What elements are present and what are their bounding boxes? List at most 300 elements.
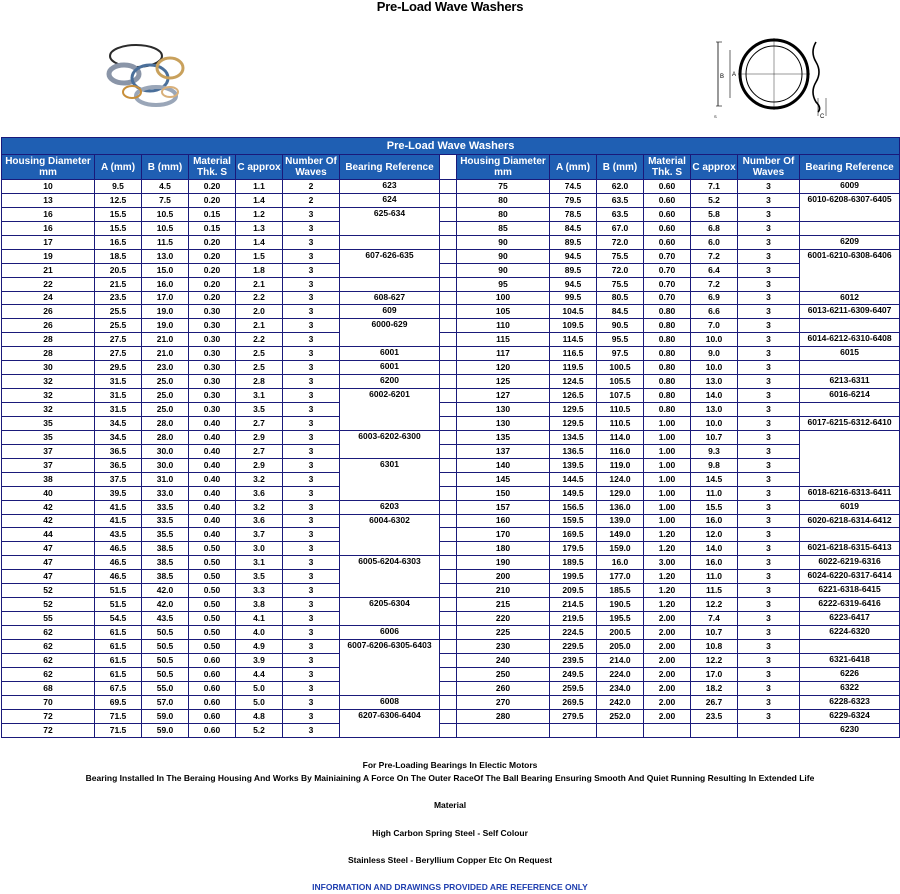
- left-cell: 2.2: [236, 333, 283, 347]
- column-separator: [440, 472, 457, 486]
- right-cell: 157: [457, 500, 550, 514]
- right-cell: 7.4: [691, 612, 738, 626]
- left-cell: 32: [2, 403, 95, 417]
- table-row: [2, 375, 900, 389]
- right-cell: 3: [738, 570, 800, 584]
- right-cell: 180: [457, 542, 550, 556]
- left-cell: 29.5: [95, 361, 142, 375]
- left-cell: 3: [283, 514, 340, 528]
- right-cell: 10.7: [691, 626, 738, 640]
- right-cell: 3: [738, 361, 800, 375]
- column-separator: [440, 347, 457, 361]
- left-cell: 0.50: [189, 639, 236, 653]
- left-cell: 46.5: [95, 570, 142, 584]
- right-bearing-ref: 6016-6214: [800, 389, 900, 403]
- right-cell: 3: [738, 249, 800, 263]
- left-cell: 2.9: [236, 458, 283, 472]
- table-row: [2, 472, 900, 486]
- left-cell: 16: [2, 221, 95, 235]
- right-cell: 3: [738, 584, 800, 598]
- left-cell: 52: [2, 598, 95, 612]
- right-cell: 75.5: [597, 249, 644, 263]
- column-separator: [440, 570, 457, 584]
- left-cell: 28: [2, 347, 95, 361]
- left-cell: 3: [283, 416, 340, 430]
- right-bearing-ref: 6209: [800, 235, 900, 249]
- right-cell: 3: [738, 444, 800, 458]
- right-cell: 1.20: [644, 598, 691, 612]
- left-cell: 0.40: [189, 472, 236, 486]
- right-cell: 15.5: [691, 500, 738, 514]
- left-bearing-ref: 6001: [340, 347, 440, 361]
- right-cell: 6.8: [691, 221, 738, 235]
- right-cell: 12.0: [691, 528, 738, 542]
- right-bearing-ref: 6012: [800, 291, 900, 305]
- table-row: [2, 444, 900, 458]
- right-cell: 149.0: [597, 528, 644, 542]
- right-cell: 9.3: [691, 444, 738, 458]
- column-separator: [440, 542, 457, 556]
- left-cell: 0.40: [189, 416, 236, 430]
- right-bearing-ref: 6009: [800, 180, 900, 194]
- left-cell: 0.20: [189, 291, 236, 305]
- left-cell: 0.40: [189, 444, 236, 458]
- right-cell: 179.5: [550, 542, 597, 556]
- left-cell: 40: [2, 486, 95, 500]
- left-cell: 2.8: [236, 375, 283, 389]
- left-cell: 15.5: [95, 221, 142, 235]
- right-cell: 10.0: [691, 416, 738, 430]
- left-cell: 0.30: [189, 305, 236, 319]
- right-cell: 124.5: [550, 375, 597, 389]
- right-cell: 1.20: [644, 570, 691, 584]
- left-cell: 71.5: [95, 723, 142, 737]
- right-cell: 0.80: [644, 403, 691, 417]
- right-cell: 72.0: [597, 263, 644, 277]
- left-cell: 4.5: [142, 180, 189, 194]
- column-separator: [440, 235, 457, 249]
- note-material-2: Stainless Steel - Beryllium Copper Etc On Request: [347, 855, 553, 865]
- column-separator: [440, 221, 457, 235]
- left-cell: 38.5: [142, 556, 189, 570]
- table-row: [2, 570, 900, 584]
- table-row: [2, 305, 900, 319]
- column-separator: [440, 626, 457, 640]
- left-cell: 30.0: [142, 444, 189, 458]
- right-cell: 5.2: [691, 193, 738, 207]
- right-bearing-ref: 6017-6215-6312-6410: [800, 416, 900, 430]
- right-cell: 229.5: [550, 639, 597, 653]
- right-cell: 3: [738, 291, 800, 305]
- right-cell: 3: [738, 263, 800, 277]
- right-cell: 0.60: [644, 180, 691, 194]
- left-cell: 10: [2, 180, 95, 194]
- right-cell: 145: [457, 472, 550, 486]
- left-cell: 16.5: [95, 235, 142, 249]
- left-cell: 50.5: [142, 667, 189, 681]
- right-cell: 2.00: [644, 681, 691, 695]
- right-cell-empty: [644, 723, 691, 737]
- right-cell: 90: [457, 235, 550, 249]
- right-cell: 16.0: [691, 556, 738, 570]
- left-cell: 0.50: [189, 626, 236, 640]
- right-bearing-ref: 6224-6320: [800, 626, 900, 640]
- left-cell: 13: [2, 193, 95, 207]
- column-separator: [440, 514, 457, 528]
- right-cell: 11.0: [691, 570, 738, 584]
- left-cell: 28.0: [142, 416, 189, 430]
- right-cell: 144.5: [550, 472, 597, 486]
- left-cell: 4.9: [236, 639, 283, 653]
- table-row: [2, 333, 900, 347]
- table-caption: Pre-Load Wave Washers: [2, 138, 900, 155]
- right-cell: 3: [738, 542, 800, 556]
- left-cell: 1.5: [236, 249, 283, 263]
- header-left-6: Bearing Reference: [340, 155, 440, 180]
- left-cell: 3.2: [236, 500, 283, 514]
- left-cell: 46.5: [95, 542, 142, 556]
- left-cell: 3: [283, 528, 340, 542]
- right-cell: 242.0: [597, 695, 644, 709]
- left-cell: 62: [2, 667, 95, 681]
- left-bearing-ref: 6301: [340, 458, 440, 500]
- left-cell: 0.30: [189, 375, 236, 389]
- table-row: [2, 556, 900, 570]
- left-cell: 3: [283, 444, 340, 458]
- right-cell: 3: [738, 389, 800, 403]
- right-cell: 10.0: [691, 361, 738, 375]
- left-cell: 70: [2, 695, 95, 709]
- left-cell: 3.9: [236, 653, 283, 667]
- right-cell: 95.5: [597, 333, 644, 347]
- right-bearing-ref: 6229-6324: [800, 709, 900, 723]
- left-cell: 1.1: [236, 180, 283, 194]
- right-cell: 160: [457, 514, 550, 528]
- table-row: [2, 416, 900, 430]
- right-cell: 14.0: [691, 389, 738, 403]
- left-cell: 46.5: [95, 556, 142, 570]
- left-cell: 13.0: [142, 249, 189, 263]
- right-cell: 159.0: [597, 542, 644, 556]
- left-cell: 28.0: [142, 430, 189, 444]
- right-cell: 0.60: [644, 207, 691, 221]
- right-cell: 224.0: [597, 667, 644, 681]
- left-cell: 3.7: [236, 528, 283, 542]
- right-bearing-ref: 6010-6208-6307-6405: [800, 193, 900, 221]
- right-cell: 1.00: [644, 486, 691, 500]
- left-cell: 0.60: [189, 695, 236, 709]
- left-cell: 0.50: [189, 598, 236, 612]
- left-cell: 21.5: [95, 277, 142, 291]
- note-disclaimer: INFORMATION AND DRAWINGS PROVIDED ARE REFERENCE ONLY: [312, 882, 588, 892]
- left-cell: 23.5: [95, 291, 142, 305]
- left-cell: 25.5: [95, 319, 142, 333]
- column-separator: [440, 556, 457, 570]
- left-cell: 3: [283, 458, 340, 472]
- right-cell-empty: [738, 723, 800, 737]
- left-cell: 17: [2, 235, 95, 249]
- right-cell: 14.0: [691, 542, 738, 556]
- right-bearing-ref: 6223-6417: [800, 612, 900, 626]
- left-cell: 3: [283, 570, 340, 584]
- left-bearing-ref: 607-626-635: [340, 249, 440, 277]
- right-cell: 169.5: [550, 528, 597, 542]
- right-cell: 3: [738, 626, 800, 640]
- right-cell: 3: [738, 430, 800, 444]
- right-cell: 1.20: [644, 584, 691, 598]
- table-row: [2, 389, 900, 403]
- left-cell: 3: [283, 472, 340, 486]
- column-separator: [440, 584, 457, 598]
- right-bearing-ref: 6018-6216-6313-6411: [800, 486, 900, 500]
- left-cell: 3: [283, 639, 340, 653]
- right-cell: 16.0: [597, 556, 644, 570]
- right-cell: 3: [738, 639, 800, 653]
- right-cell-empty: [691, 723, 738, 737]
- left-cell: 50.5: [142, 653, 189, 667]
- left-cell: 0.40: [189, 514, 236, 528]
- right-cell: 3: [738, 472, 800, 486]
- table-row: [2, 514, 900, 528]
- left-cell: 32: [2, 375, 95, 389]
- left-cell: 0.60: [189, 681, 236, 695]
- header-right-6: Bearing Reference: [800, 155, 900, 180]
- header-right-2: B (mm): [597, 155, 644, 180]
- left-cell: 12.5: [95, 193, 142, 207]
- right-cell: 0.60: [644, 235, 691, 249]
- left-cell: 27.5: [95, 347, 142, 361]
- right-cell: 195.5: [597, 612, 644, 626]
- left-cell: 19.0: [142, 305, 189, 319]
- table-row: [2, 723, 900, 737]
- left-cell: 50.5: [142, 639, 189, 653]
- right-cell: 72.0: [597, 235, 644, 249]
- table-row: [2, 653, 900, 667]
- right-bearing-ref: 6222-6319-6416: [800, 598, 900, 612]
- column-separator: [440, 249, 457, 263]
- left-bearing-ref: 6000-629: [340, 319, 440, 347]
- right-bearing-ref: [800, 639, 900, 653]
- right-cell: 1.00: [644, 472, 691, 486]
- right-cell: 3: [738, 681, 800, 695]
- right-cell: 224.5: [550, 626, 597, 640]
- page-title: Pre-Load Wave Washers: [376, 0, 524, 14]
- column-separator: [440, 403, 457, 417]
- left-cell: 3: [283, 235, 340, 249]
- table-row: [2, 430, 900, 444]
- right-cell: 107.5: [597, 389, 644, 403]
- left-cell: 62: [2, 653, 95, 667]
- left-cell: 71.5: [95, 709, 142, 723]
- left-cell: 35: [2, 416, 95, 430]
- left-cell: 3.6: [236, 486, 283, 500]
- left-cell: 0.60: [189, 667, 236, 681]
- left-cell: 3: [283, 277, 340, 291]
- left-cell: 47: [2, 556, 95, 570]
- left-cell: 5.0: [236, 681, 283, 695]
- left-cell: 38.5: [142, 542, 189, 556]
- right-bearing-ref: [800, 221, 900, 235]
- left-cell: 24: [2, 291, 95, 305]
- header-right-0: Housing Diameter mm: [457, 155, 550, 180]
- right-bearing-ref: [800, 403, 900, 417]
- right-cell: 12.2: [691, 598, 738, 612]
- left-bearing-ref: 6001: [340, 361, 440, 375]
- right-cell: 9.0: [691, 347, 738, 361]
- table-row: [2, 528, 900, 542]
- left-bearing-ref: 625-634: [340, 207, 440, 235]
- left-cell: 3: [283, 263, 340, 277]
- table-row: [2, 361, 900, 375]
- right-cell: 240: [457, 653, 550, 667]
- left-cell: 3.0: [236, 542, 283, 556]
- right-cell: 110.5: [597, 403, 644, 417]
- left-cell: 0.15: [189, 221, 236, 235]
- right-cell: 6.4: [691, 263, 738, 277]
- column-separator: [440, 319, 457, 333]
- right-cell: 80: [457, 207, 550, 221]
- left-cell: 3.1: [236, 389, 283, 403]
- column-separator: [440, 430, 457, 444]
- right-bearing-ref: [800, 430, 900, 486]
- right-cell: 10.0: [691, 333, 738, 347]
- right-cell: 79.5: [550, 193, 597, 207]
- left-bearing-ref: 609: [340, 305, 440, 319]
- right-cell: 84.5: [597, 305, 644, 319]
- left-cell: 54.5: [95, 612, 142, 626]
- left-bearing-ref: 6200: [340, 375, 440, 389]
- right-cell: 1.20: [644, 542, 691, 556]
- right-cell: 3: [738, 207, 800, 221]
- right-cell: 269.5: [550, 695, 597, 709]
- right-cell: 0.80: [644, 375, 691, 389]
- left-cell: 61.5: [95, 626, 142, 640]
- right-cell: 2.00: [644, 695, 691, 709]
- left-cell: 16: [2, 207, 95, 221]
- right-cell: 150: [457, 486, 550, 500]
- right-cell: 156.5: [550, 500, 597, 514]
- left-cell: 59.0: [142, 709, 189, 723]
- left-cell: 25.0: [142, 403, 189, 417]
- left-cell: 2.9: [236, 430, 283, 444]
- left-cell: 42.0: [142, 584, 189, 598]
- table-row: [2, 500, 900, 514]
- left-cell: 0.50: [189, 584, 236, 598]
- left-cell: 33.5: [142, 500, 189, 514]
- right-bearing-ref: 6322: [800, 681, 900, 695]
- right-cell: 239.5: [550, 653, 597, 667]
- right-cell: 136.5: [550, 444, 597, 458]
- table-row: [2, 291, 900, 305]
- right-cell: 3: [738, 667, 800, 681]
- right-cell: 7.0: [691, 319, 738, 333]
- header-left-4: C approx: [236, 155, 283, 180]
- column-separator: [440, 709, 457, 723]
- right-cell: 63.5: [597, 193, 644, 207]
- right-cell: 249.5: [550, 667, 597, 681]
- column-separator: [440, 695, 457, 709]
- right-cell: 10.7: [691, 430, 738, 444]
- left-cell: 22: [2, 277, 95, 291]
- drawing-label-a: A: [732, 72, 737, 78]
- right-cell: 219.5: [550, 612, 597, 626]
- left-cell: 41.5: [95, 500, 142, 514]
- left-cell: 2.7: [236, 416, 283, 430]
- table-row: [2, 681, 900, 695]
- right-cell: 13.0: [691, 375, 738, 389]
- right-cell: 6.9: [691, 291, 738, 305]
- left-cell: 44: [2, 528, 95, 542]
- right-cell: 16.0: [691, 514, 738, 528]
- left-cell: 35.5: [142, 528, 189, 542]
- left-cell: 4.1: [236, 612, 283, 626]
- column-separator: [440, 723, 457, 737]
- left-cell: 1.8: [236, 263, 283, 277]
- right-cell: 189.5: [550, 556, 597, 570]
- left-cell: 47: [2, 542, 95, 556]
- right-cell: 3: [738, 653, 800, 667]
- right-bearing-ref: [800, 319, 900, 333]
- right-cell: 129.5: [550, 416, 597, 430]
- left-cell: 61.5: [95, 653, 142, 667]
- right-bearing-ref: 6015: [800, 347, 900, 361]
- left-cell: 55.0: [142, 681, 189, 695]
- left-cell: 3: [283, 598, 340, 612]
- table-row: [2, 319, 900, 333]
- column-separator: [440, 180, 457, 194]
- right-cell: 3.00: [644, 556, 691, 570]
- left-cell: 33.0: [142, 486, 189, 500]
- column-separator: [440, 375, 457, 389]
- right-bearing-ref: 6013-6211-6309-6407: [800, 305, 900, 319]
- column-separator: [440, 486, 457, 500]
- left-cell: 61.5: [95, 639, 142, 653]
- left-cell: 38.5: [142, 570, 189, 584]
- right-cell-empty: [550, 723, 597, 737]
- right-cell: 3: [738, 333, 800, 347]
- right-cell: 75: [457, 180, 550, 194]
- right-cell: 3: [738, 235, 800, 249]
- left-cell: 3: [283, 723, 340, 737]
- right-cell: 170: [457, 528, 550, 542]
- table-row: [2, 667, 900, 681]
- right-cell: 97.5: [597, 347, 644, 361]
- left-cell: 21.0: [142, 347, 189, 361]
- column-separator: [440, 291, 457, 305]
- wave-washers-photo: [104, 34, 188, 108]
- left-cell: 62: [2, 626, 95, 640]
- left-cell: 17.0: [142, 291, 189, 305]
- right-bearing-ref: 6321-6418: [800, 653, 900, 667]
- column-separator: [440, 207, 457, 221]
- right-cell: 115: [457, 333, 550, 347]
- left-cell: 2.2: [236, 291, 283, 305]
- table-row: [2, 235, 900, 249]
- left-cell: 37: [2, 444, 95, 458]
- left-cell: 3: [283, 709, 340, 723]
- column-separator: [440, 667, 457, 681]
- right-bearing-ref: 6226: [800, 667, 900, 681]
- right-cell: 200.5: [597, 626, 644, 640]
- left-cell: 9.5: [95, 180, 142, 194]
- right-cell: 2.00: [644, 612, 691, 626]
- header-left-5: Number Of Waves: [283, 155, 340, 180]
- right-cell: 94.5: [550, 277, 597, 291]
- right-cell: 120: [457, 361, 550, 375]
- left-cell: 0.60: [189, 709, 236, 723]
- right-cell: 6.0: [691, 235, 738, 249]
- left-cell: 11.5: [142, 235, 189, 249]
